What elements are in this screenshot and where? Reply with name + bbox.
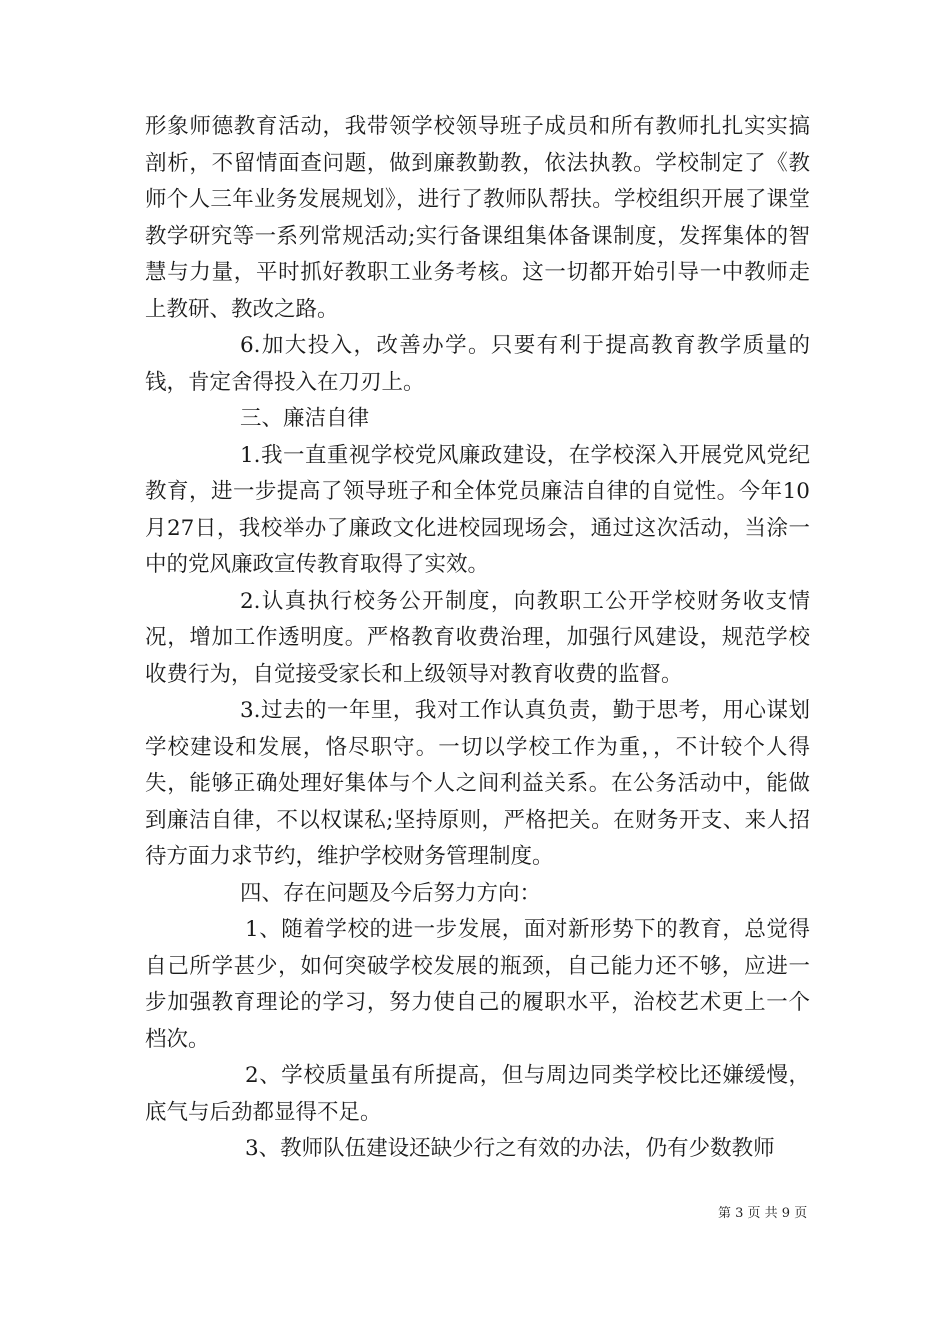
paragraph-party-conduct: 1.我一直重视学校党风廉政建设，在学校深入开展党风党纪教育，进一步提高了领导班子和全体党员廉洁自律的自觉性。今年10月27日，我校举办了廉政文化进校园现场会，通过这次活动，当涂一中的党风廉政宣传教育取得了实效。 (145, 442, 810, 577)
document-body (145, 109, 810, 1168)
paragraph-teacher-ethics: 形象师德教育活动，我带领学校领导班子成员和所有教师扎扎实实搞剖析，不留情面查问题，做到廉教勤教，依法执教。学校制定了《教师个人三年业务发展规划》，进行了教师队帮扶。学校组织开展了课堂教学研究等一系列常规活动;实行备课组集体备课制度，发挥集体的智慧与力量，平时抓好教职工业务考核。这一切都开始引导一中教师走上教研、教改之路。 (145, 114, 810, 322)
paragraph-responsibility: 3.过去的一年里，我对工作认真负责，勤于思考，用心谋划学校建设和发展，恪尽职守。一切以学校工作为重，，不计较个人得失，能够正确处理好集体与个人之间利益关系。在公务活动中，能做到廉洁自律，不以权谋私;坚持原则，严格把关。在财务开支、来人招待方面力求节约，维护学校财务管理制度。 (145, 698, 810, 869)
section-heading-integrity: 三、廉洁自律 (240, 406, 370, 431)
page-number-footer: 第 3 页 共 9 页 (718, 1206, 808, 1221)
paragraph-transparency: 2.认真执行校务公开制度，向教职工公开学校财务收支情况，增加工作透明度。严格教育收费治理，加强行风建设，规范学校收费行为，自觉接受家长和上级领导对教育收费的监督。 (145, 588, 810, 687)
paragraph-investment: 6.加大投入，改善办学。只要有利于提高教育教学质量的钱，肯定舍得投入在刀刃上。 (145, 333, 810, 395)
paragraph-problem-2: 2、学校质量虽有所提高，但与周边同类学校比还嫌缓慢，底气与后劲都显得不足。 (145, 1063, 810, 1125)
paragraph-problem-3: 3、教师队伍建设还缺少行之有效的办法，仍有少数教师 (245, 1136, 775, 1161)
paragraph-problem-1: 1、随着学校的进一步发展，面对新形势下的教育，总觉得自己所学甚少，如何突破学校发展的瓶颈，自己能力还不够，应进一步加强教育理论的学习，努力使自己的履职水平，治校艺术更上一个档次。 (145, 917, 810, 1052)
section-heading-problems: 四、存在问题及今后努力方向： (240, 880, 542, 906)
